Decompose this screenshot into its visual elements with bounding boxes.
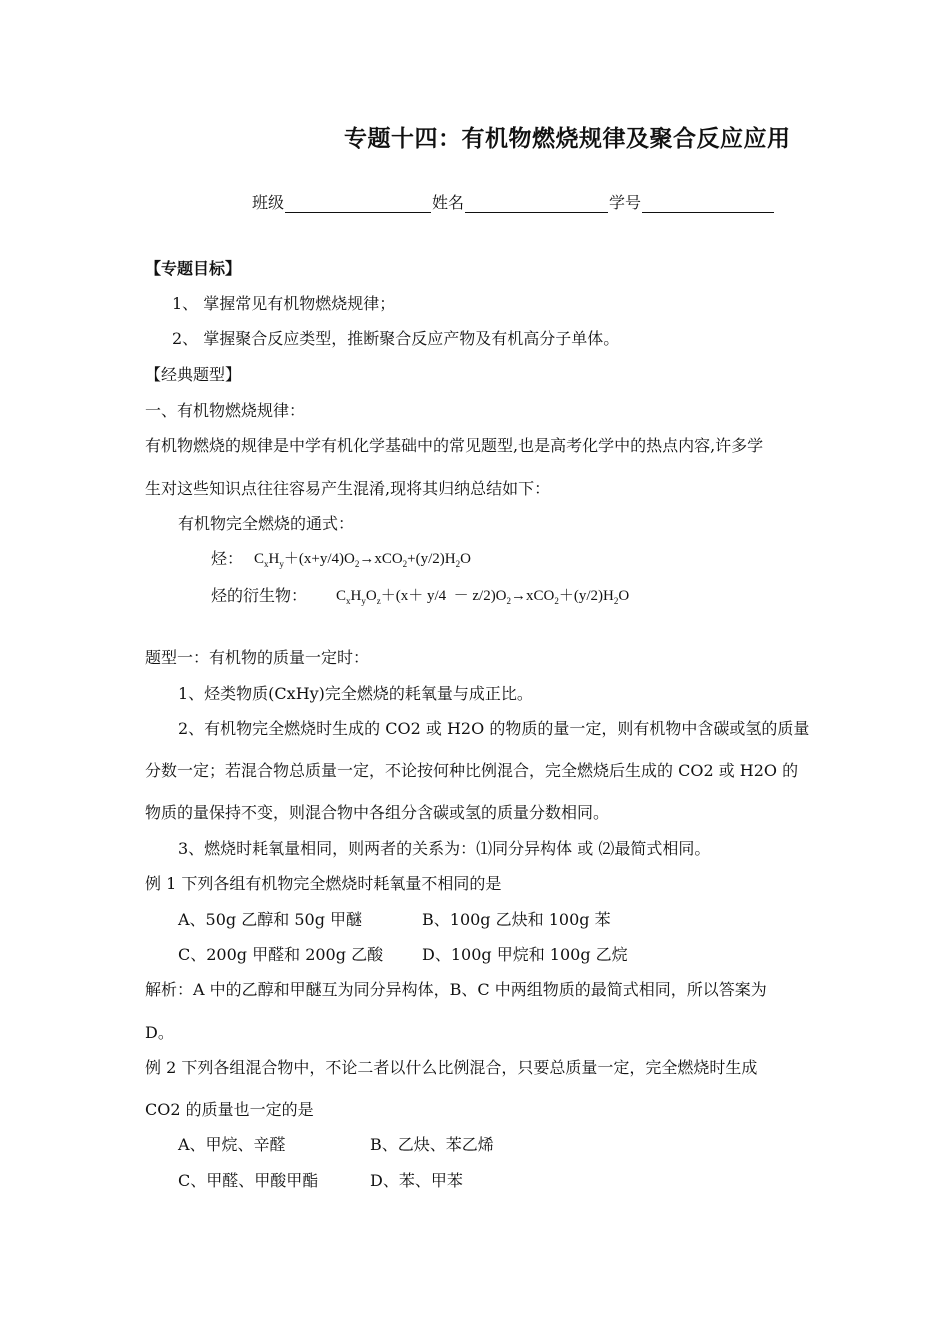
derivative-combustion-formula: $C_xH_yO_z+(x+ y/4 - z/2)O_2\to xCO_2+(y/2)H_2O$	[336, 588, 630, 606]
formula-label: 烃：	[211, 549, 244, 568]
option-a: A、50g 乙醇和 50g 甲醚	[178, 910, 363, 929]
rule-text: 1、烃类物质(CxHy)完全燃烧的耗氧量与成正比。	[178, 684, 533, 703]
option-d: D、苯、甲苯	[370, 1171, 463, 1190]
class-field[interactable]	[285, 194, 431, 213]
rule-text: 物质的量保持不变，则混合物中各组分含碳或氢的质量分数相同。	[145, 803, 610, 822]
example-question: 例 1 下列各组有机物完全燃烧时耗氧量不相同的是	[145, 874, 502, 893]
option-d: D、100g 甲烷和 100g 乙烷	[422, 945, 628, 964]
rule-text: 3、燃烧时耗氧量相同，则两者的关系为：⑴同分异构体 或 ⑵最简式相同。	[178, 839, 711, 858]
analysis-text: 解析：A 中的乙醇和甲醚互为同分异构体，B、C 中两组物质的最简式相同，所以答案为	[145, 980, 767, 999]
number-field[interactable]	[642, 194, 774, 213]
analysis-text: D。	[145, 1023, 174, 1042]
intro-text: 有机物燃烧的规律是中学有机化学基础中的常见题型,也是高考化学中的热点内容,许多学	[145, 436, 764, 455]
student-info-row	[252, 190, 775, 213]
type-heading: 题型一：有机物的质量一定时：	[145, 648, 370, 667]
example-question: CO2 的质量也一定的是	[145, 1100, 314, 1119]
option-a: A、甲烷、辛醛	[178, 1135, 286, 1154]
formula-heading: 有机物完全燃烧的通式：	[178, 514, 355, 533]
intro-text: 生对这些知识点往往容易产生混淆,现将其归纳总结如下：	[145, 479, 551, 498]
goal-item: 2、 掌握聚合反应类型，推断聚合反应产物及有机高分子单体。	[172, 329, 620, 348]
rule-text: 2、有机物完全燃烧时生成的 CO2 或 H2O 的物质的量一定，则有机物中含碳或氢的质量	[178, 719, 810, 738]
option-b: B、乙炔、苯乙烯	[370, 1135, 494, 1154]
goal-item: 1、 掌握常见有机物燃烧规律；	[172, 294, 396, 313]
option-c: C、甲醛、甲酸甲酯	[178, 1171, 319, 1190]
example-question: 例 2 下列各组混合物中，不论二者以什么比例混合，只要总质量一定，完全燃烧时生成	[145, 1058, 758, 1077]
rule-text: 分数一定；若混合物总质量一定，不论按何种比例混合，完全燃烧后生成的 CO2 或 H2O 的	[145, 761, 799, 780]
formula-label: 烃的衍生物：	[211, 586, 308, 605]
page-title: 专题十四：有机物燃烧规律及聚合反应应用	[344, 126, 791, 152]
option-c: C、200g 甲醛和 200g 乙酸	[178, 945, 384, 964]
name-field[interactable]	[465, 194, 608, 213]
goals-heading: 【专题目标】	[145, 259, 242, 278]
name-label: 姓名	[432, 193, 465, 212]
option-b: B、100g 乙炔和 100g 苯	[422, 910, 611, 929]
number-label: 学号	[609, 193, 642, 212]
hydrocarbon-combustion-formula: $C_xH_y+(x+y/4)O_2\to xCO_2+(y/2)H_2O$	[254, 551, 471, 569]
section-heading: 一、有机物燃烧规律：	[145, 401, 306, 420]
class-label: 班级	[252, 193, 285, 212]
classic-heading: 【经典题型】	[145, 365, 242, 384]
